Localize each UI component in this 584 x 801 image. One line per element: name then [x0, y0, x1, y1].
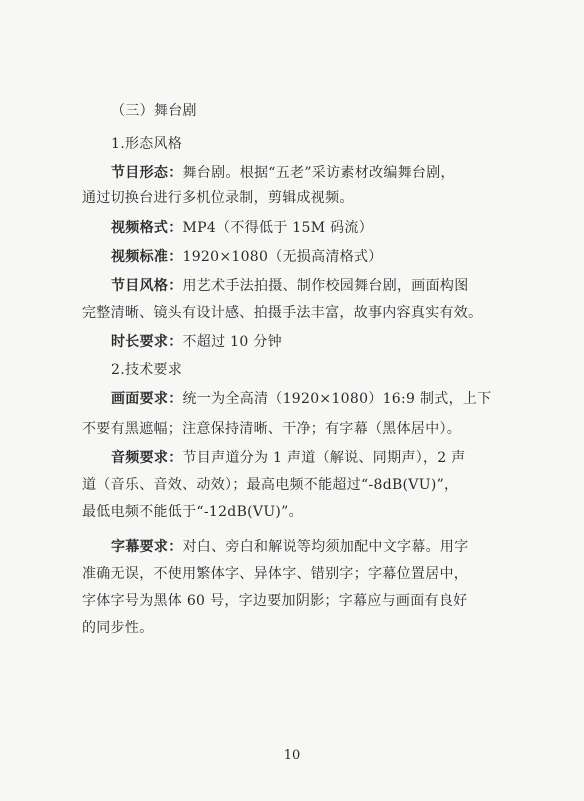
duration-line [111, 332, 282, 352]
form-paragraph-line-2: 通过切换台进行多机位录制，剪辑成视频。 [82, 190, 354, 206]
style-label: 节目风格： [111, 278, 183, 294]
section-1-heading: 1.形态风格 [111, 136, 183, 152]
standard-label: 视频标准： [111, 249, 183, 265]
form-text: 舞台剧。根据“五老”采访素材改编舞台剧， [182, 165, 455, 181]
subtitle-paragraph-line-2: 准确无误，不使用繁体字、异体字、错别字；字幕位置居中， [82, 566, 469, 582]
picture-text: 统一为全高清（1920×1080）16:9 制式，上下 [182, 391, 492, 407]
subtitle-text: 对白、旁白和解说等均须加配中文字幕。用字 [182, 539, 469, 555]
page-number: 10 [283, 748, 301, 763]
section-2-heading: 2.技术要求 [111, 362, 183, 378]
audio-paragraph-line-3: 最低电频不能低于“-12dB(VU)”。 [82, 504, 303, 520]
picture-paragraph-line-1 [111, 389, 491, 409]
duration-text: 不超过 10 分钟 [182, 334, 282, 350]
style-paragraph-line-1 [111, 276, 469, 296]
format-text: MP4（不得低于 15M 码流） [182, 220, 374, 236]
audio-paragraph-line-1 [111, 448, 466, 468]
picture-label: 画面要求： [111, 391, 183, 407]
form-paragraph-line-1 [111, 163, 455, 183]
subtitle-paragraph-line-4: 的同步性。 [82, 620, 154, 636]
picture-paragraph-line-2: 不要有黑遮幅；注意保持清晰、干净；有字幕（黑体居中）。 [82, 421, 462, 437]
form-label: 节目形态： [111, 165, 183, 181]
style-text: 用艺术手法拍摄、制作校园舞台剧，画面构图 [182, 278, 469, 294]
audio-paragraph-line-2: 道（音乐、音效、动效）；最高电频不能超过“-8dB(VU)”， [82, 477, 459, 493]
subtitle-label: 字幕要求： [111, 539, 183, 555]
duration-label: 时长要求： [111, 334, 183, 350]
section-title: （三）舞台剧 [111, 103, 197, 119]
format-label: 视频格式： [111, 220, 183, 236]
standard-line [111, 247, 383, 267]
subtitle-paragraph-line-3: 字体字号为黑体 60 号，字边要加阴影；字幕应与画面有良好 [82, 593, 468, 609]
standard-text: 1920×1080（无损高清格式） [182, 249, 383, 265]
format-line [111, 218, 373, 238]
subtitle-paragraph-line-1 [111, 537, 469, 557]
audio-text: 节目声道分为 1 声道（解说、同期声），2 声 [182, 450, 466, 466]
style-paragraph-line-2: 完整清晰、镜头有设计感、拍摄手法丰富，故事内容真实有效。 [82, 305, 483, 321]
audio-label: 音频要求： [111, 450, 183, 466]
